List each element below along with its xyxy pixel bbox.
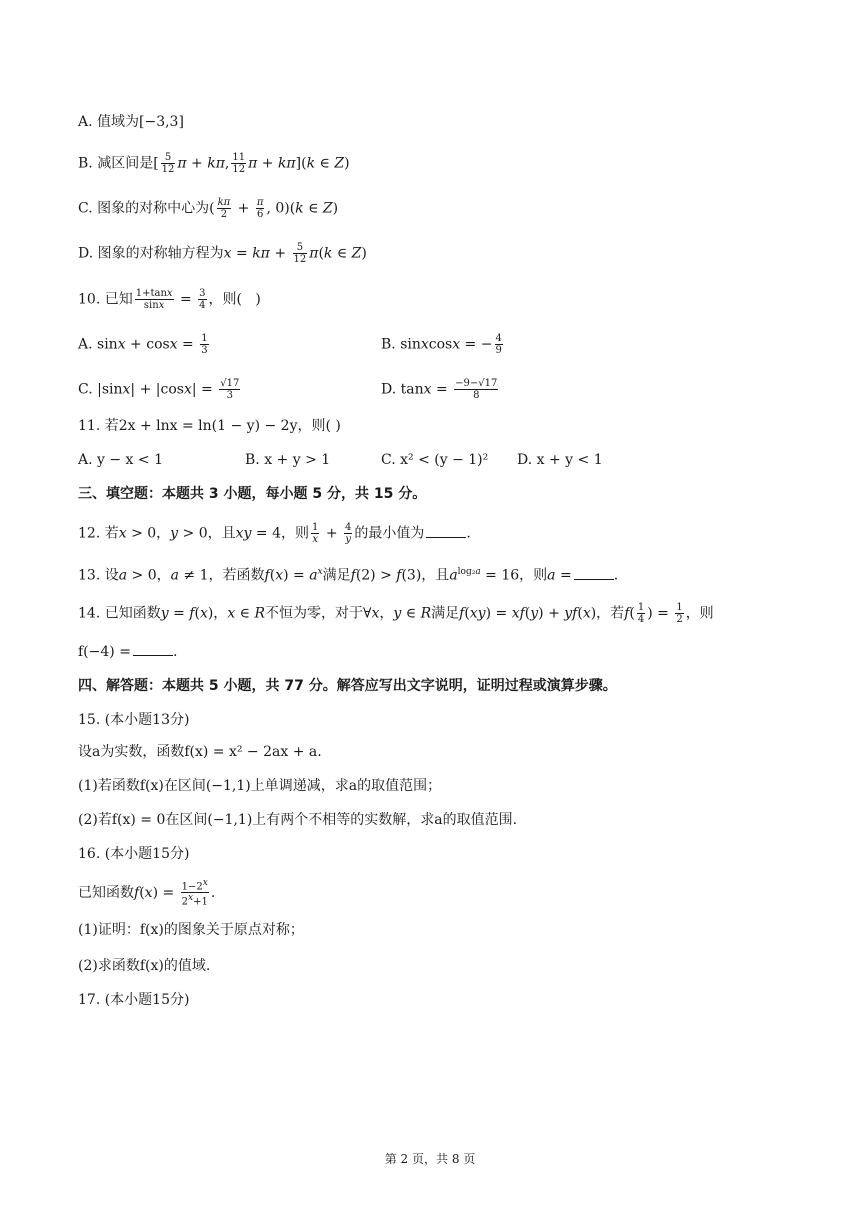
q10-option-d: D. tanx = $\frac{-9-√17}{8}$ [381,378,498,401]
q10-option-b: B. sinxcosx = − $\frac{4}{9}$ [381,333,502,356]
section4-heading: 四、解答题：本题共 5 小题，共 77 分。解答应写出文字说明，证明过程或演算步骤。 [78,678,617,694]
q17-heading: 17. (本小题15分) [78,992,190,1008]
q10-option-a: A. sinx + cosx = $\frac{1}{3}$ [78,333,208,356]
q16-part2: (2)求函数f(x)的值域. [78,958,211,974]
q11-option-c: C. x² < (y − 1)² [381,452,489,468]
q11-option-b: B. x + y > 1 [245,452,331,468]
q15-heading: 15. (本小题13分) [78,712,190,728]
q12-answer-blank[interactable] [426,525,466,538]
q12: 12. 若x > 0，y > 0，且xy = 4，则 $\frac{1}{x}$ + $\frac{4}{y}$ 的最小值为 . [78,522,471,545]
q13: 13. 设a > 0，a ≠ 1，若函数$f(x) = a^x$满足f(2) > f(3)，且$a^{log_2a} = 16$，则a = . [78,567,619,584]
q14-answer-blank[interactable] [133,643,173,656]
q14-line2: f(−4) = . [78,644,178,660]
q11-option-d: D. x + y < 1 [517,452,603,468]
q16-heading: 16. (本小题15分) [78,846,190,862]
q9-option-a: A. 值域为[−3,3] [78,114,184,130]
page-number: 第 2 页，共 8 页 [384,1152,476,1166]
q13-answer-blank[interactable] [574,567,614,580]
q11-option-a: A. y − x < 1 [78,452,163,468]
q10-option-c: C. |sinx| + |cosx| = $\frac{√17}{3}$ [78,378,240,401]
q14-line1: 14. 已知函数y = f(x)，x ∈ R不恒为零，对于∀x，y ∈ R满足f(xy) = xf(y) + yf(x)，若f( $\frac{1}{4}$ ) = $\frac{1}{2}$ ，则 [78,602,714,625]
q15-part1: (1)若函数f(x)在区间(−1,1)上单调递减，求a的取值范围； [78,778,442,794]
q11-stem: 11. 若2x + lnx = ln(1 − y) − 2y，则( ) [78,418,341,434]
q9-option-c: C. 图象的对称中心为( $\frac{k\pi}{2}$ + $\frac{\pi}{6}$ , 0)(k ∈ Z) [78,197,339,220]
q16-stem: 已知函数f(x) = $\frac{1-2^x}{2^x+1}$ . [78,878,216,908]
q16-part1: (1)证明：f(x)的图象关于原点对称； [78,922,304,938]
q10-stem: 10. 已知 $\frac{1+\tan x}{\sin x}$ = $\frac{3}{4}$ ，则( ) [78,288,261,311]
q15-stem: 设a为实数，函数f(x) = x² − 2ax + a. [78,744,322,760]
q9-option-b: B. 减区间是[ $\frac{5}{12}$ π + kπ, $\frac{11}{12}$ π + kπ](k ∈ Z) [78,152,350,175]
q15-part2: (2)若f(x) = 0在区间(−1,1)上有两个不相等的实数解，求a的取值范围. [78,812,518,828]
section3-heading: 三、填空题：本题共 3 小题，每小题 5 分，共 15 分。 [78,486,427,502]
q9-option-d: D. 图象的对称轴方程为x = kπ + $\frac{5}{12}$ π(k ∈ Z) [78,242,367,265]
